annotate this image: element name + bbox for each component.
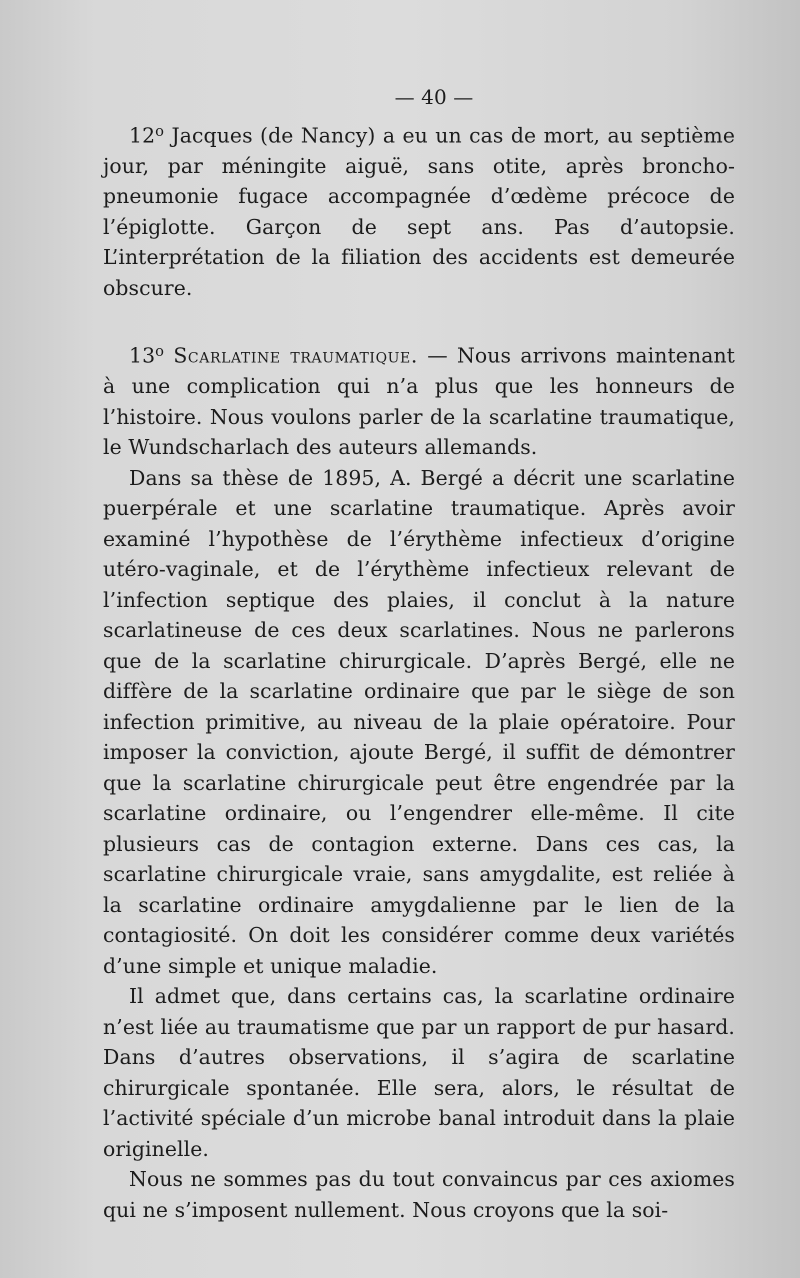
paragraph-berge-these: [103, 463, 735, 982]
paragraph-12-jacques: [103, 117, 735, 304]
paragraph-13-scarlatine-traumatique: [103, 337, 735, 463]
section-heading: Scarlatine traumatique.: [173, 343, 418, 368]
paragraph-nous-ne-sommes: [103, 1164, 735, 1225]
paragraph-text: Jacques (de Nancy) a eu un cas de mort, au septième jour, par méningite aiguë, sans otite, après broncho-pneumonie fugace accompagnée d’œdème précoce de l’épiglotte. Garçon de sept ans. Pas d’autopsie. L’interprétation de la filiation des accidents est demeurée obscure.: [103, 123, 735, 300]
paragraph-text: Dans sa thèse de 1895, A. Bergé a décrit une scarlatine puerpérale et une scarlatine traumatique. Après avoir examiné l’hypothèse de l’érythème infectieux d’origine utéro-vaginale, et de l’érythème infectieux relevant de l’infection septique des plaies, il conclut à la nature scarlatineuse de ces deux scarlatines. Nous ne parlerons que de la scarlatine chirurgicale. D’après Bergé, elle ne diffère de la scarlatine ordinaire que par le siège de son infection primitive, au niveau de la plaie opératoire. Pour imposer la conviction, ajoute Bergé, il suffit de démontrer que la scarlatine chirurgicale peut être engendrée par la scarlatine ordinaire, ou l’engendrer elle-même. Il cite plusieurs cas de contagion externe. Dans ces cas, la scarlatine chirurgicale vraie, sans amygdalite, est reliée à la scarlatine ordinaire amygdalienne par le lien de la contagiosité. On doit les considérer comme deux variétés d’une simple et unique maladie.: [103, 465, 735, 978]
item-number: 13: [129, 343, 156, 368]
page-body: [103, 82, 735, 1225]
item-number-superscript: o: [155, 343, 165, 361]
paragraph-text: Il admet que, dans certains cas, la scarlatine ordinaire n’est liée au traumatisme que par un rapport de pur hasard. Dans d’autres observations, il s’agira de scarlatine chirurgicale spontanée. Elle sera, alors, le résultat de l’activité spéciale d’un microbe banal introduit dans la plaie originelle.: [103, 984, 735, 1161]
paragraph-text: — Nous arrivons maintenant à une complication qui n’a plus que les honneurs de l’histoire. Nous voulons parler de la scarlatine traumatique, le Wundscharlach des auteurs allemands.: [103, 343, 735, 460]
paragraph-il-admet: [103, 981, 735, 1164]
page-number: — 40 —: [394, 85, 474, 109]
item-number-superscript: o: [155, 122, 165, 140]
item-number: 12: [129, 123, 156, 148]
paragraph-text: Nous ne sommes pas du tout convaincus par ces axiomes qui ne s’imposent nullement. Nous croyons que la soi-: [103, 1167, 735, 1222]
